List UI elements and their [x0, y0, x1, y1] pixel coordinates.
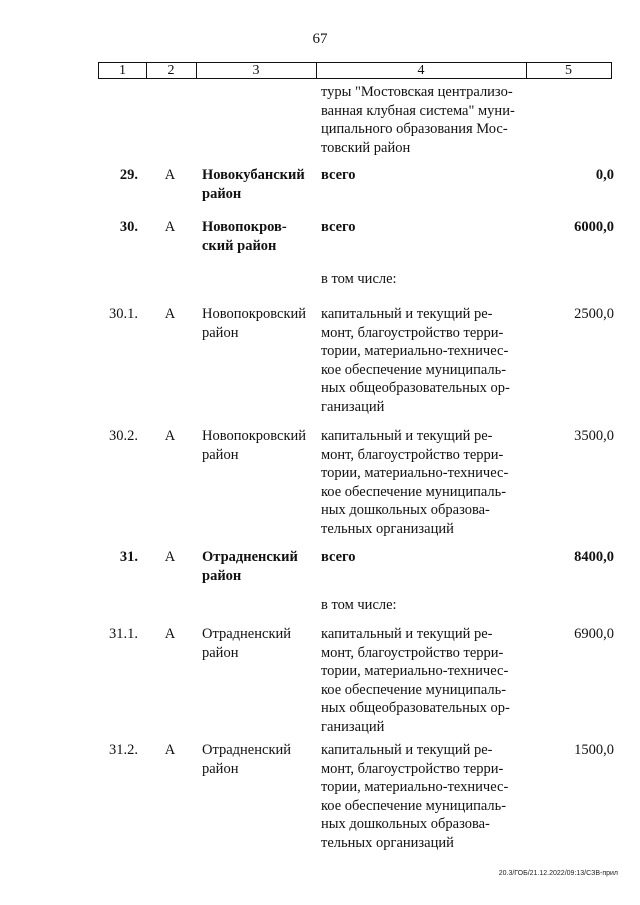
row-description [321, 270, 521, 289]
table-header [98, 62, 612, 79]
row-amount: 0,0 [595, 167, 614, 183]
text-line: капитальный и текущий ре- [321, 306, 493, 322]
text-line: тории, материально-техничес- [321, 343, 509, 359]
document-footer-code: 20.3/ГОБ/21.12.2022/09:13/СЗВ-прил [498, 870, 618, 877]
text-line: капитальный и текущий ре- [321, 428, 493, 444]
text-line: Отрадненский [202, 549, 298, 565]
row-description [321, 596, 521, 615]
text-line: тории, материально-техничес- [321, 663, 509, 679]
row-amount: 6900,0 [574, 626, 614, 642]
row-district [202, 625, 314, 662]
row-district [202, 548, 314, 585]
text-line: ных дошкольных образова- [321, 816, 490, 832]
row-category: А [164, 428, 176, 444]
text-line: кое обеспечение муниципаль- [321, 681, 507, 698]
row-amount: 2500,0 [574, 306, 614, 322]
text-line: кое обеспечение муниципаль- [321, 483, 507, 500]
text-line: туры "Мостовская централизо- [321, 84, 513, 100]
row-district [202, 166, 314, 203]
text-line: тельных организаций [321, 834, 454, 851]
row-district [202, 741, 314, 778]
header-col-5: 5 [565, 63, 572, 78]
text-line: тории, материально-техничес- [321, 465, 509, 481]
row-number: 30.2. [109, 428, 138, 444]
text-line: тельных организаций [321, 520, 454, 537]
text-line: Отрадненский [202, 626, 292, 642]
row-category: А [164, 219, 176, 235]
text-line: район [202, 446, 239, 463]
row-number: 29. [119, 167, 138, 183]
row-district [202, 427, 314, 464]
text-line: Новопокровский [202, 428, 307, 444]
text-line: Отрадненский [202, 742, 292, 758]
row-description [321, 625, 521, 736]
text-line: район [202, 324, 239, 341]
text-line: ных дошкольных образова- [321, 502, 490, 518]
text-line: монт, благоустройство терри- [321, 324, 504, 341]
header-col-4: 4 [316, 63, 527, 78]
text-line: район [202, 760, 239, 777]
text-line: монт, благоустройство терри- [321, 446, 504, 463]
row-description [321, 548, 521, 567]
page-number: 67 [312, 31, 328, 47]
row-amount: 8400,0 [574, 549, 614, 565]
header-col-3: 3 [196, 63, 317, 78]
row-category: А [164, 549, 176, 565]
row-category: А [164, 167, 176, 183]
text-line: ганизаций [321, 398, 385, 415]
header-col-2: 2 [146, 63, 197, 78]
text-line: район [202, 644, 239, 661]
row-district [202, 305, 314, 342]
text-line: кое обеспечение муниципаль- [321, 361, 507, 378]
text-line: капитальный и текущий ре- [321, 626, 493, 642]
row-description [321, 427, 521, 538]
header-col-1: 1 [99, 63, 147, 78]
row-category: А [164, 306, 176, 322]
row-description [321, 741, 521, 852]
row-district [202, 218, 314, 255]
text-line: всего [321, 167, 356, 183]
row-number: 31. [119, 549, 138, 565]
text-line: район [202, 185, 242, 202]
row-number: 31.1. [109, 626, 138, 642]
text-line: товский район [321, 139, 411, 156]
row-amount: 3500,0 [574, 428, 614, 444]
text-line: ганизаций [321, 718, 385, 735]
text-line: ванная клубная система" муни- [321, 102, 515, 119]
text-line: Новопокровский [202, 306, 307, 322]
row-number: 30. [119, 219, 138, 235]
row-description [321, 218, 521, 237]
text-line: всего [321, 219, 356, 235]
continuation-text [321, 83, 521, 157]
row-amount: 1500,0 [574, 742, 614, 758]
row-number: 31.2. [109, 742, 138, 758]
text-line: монт, благоустройство терри- [321, 644, 504, 661]
text-line: ных общеобразовательных ор- [321, 700, 510, 716]
text-line: монт, благоустройство терри- [321, 760, 504, 777]
text-line: капитальный и текущий ре- [321, 742, 493, 758]
row-description [321, 305, 521, 416]
text-line: Новопокров- [202, 219, 287, 235]
text-line: в том числе: [321, 597, 397, 613]
text-line: Новокубанский [202, 167, 305, 183]
text-line: кое обеспечение муниципаль- [321, 797, 507, 814]
row-number: 30.1. [109, 306, 138, 322]
row-description [321, 166, 521, 185]
text-line: всего [321, 549, 356, 565]
text-line: тории, материально-техничес- [321, 779, 509, 795]
text-line: в том числе: [321, 271, 397, 287]
row-amount: 6000,0 [574, 219, 614, 235]
text-line: ных общеобразовательных ор- [321, 380, 510, 396]
text-line: ский район [202, 237, 277, 254]
row-category: А [164, 742, 176, 758]
text-line: ципального образования Мос- [321, 121, 508, 137]
text-line: район [202, 567, 242, 584]
row-category: А [164, 626, 176, 642]
